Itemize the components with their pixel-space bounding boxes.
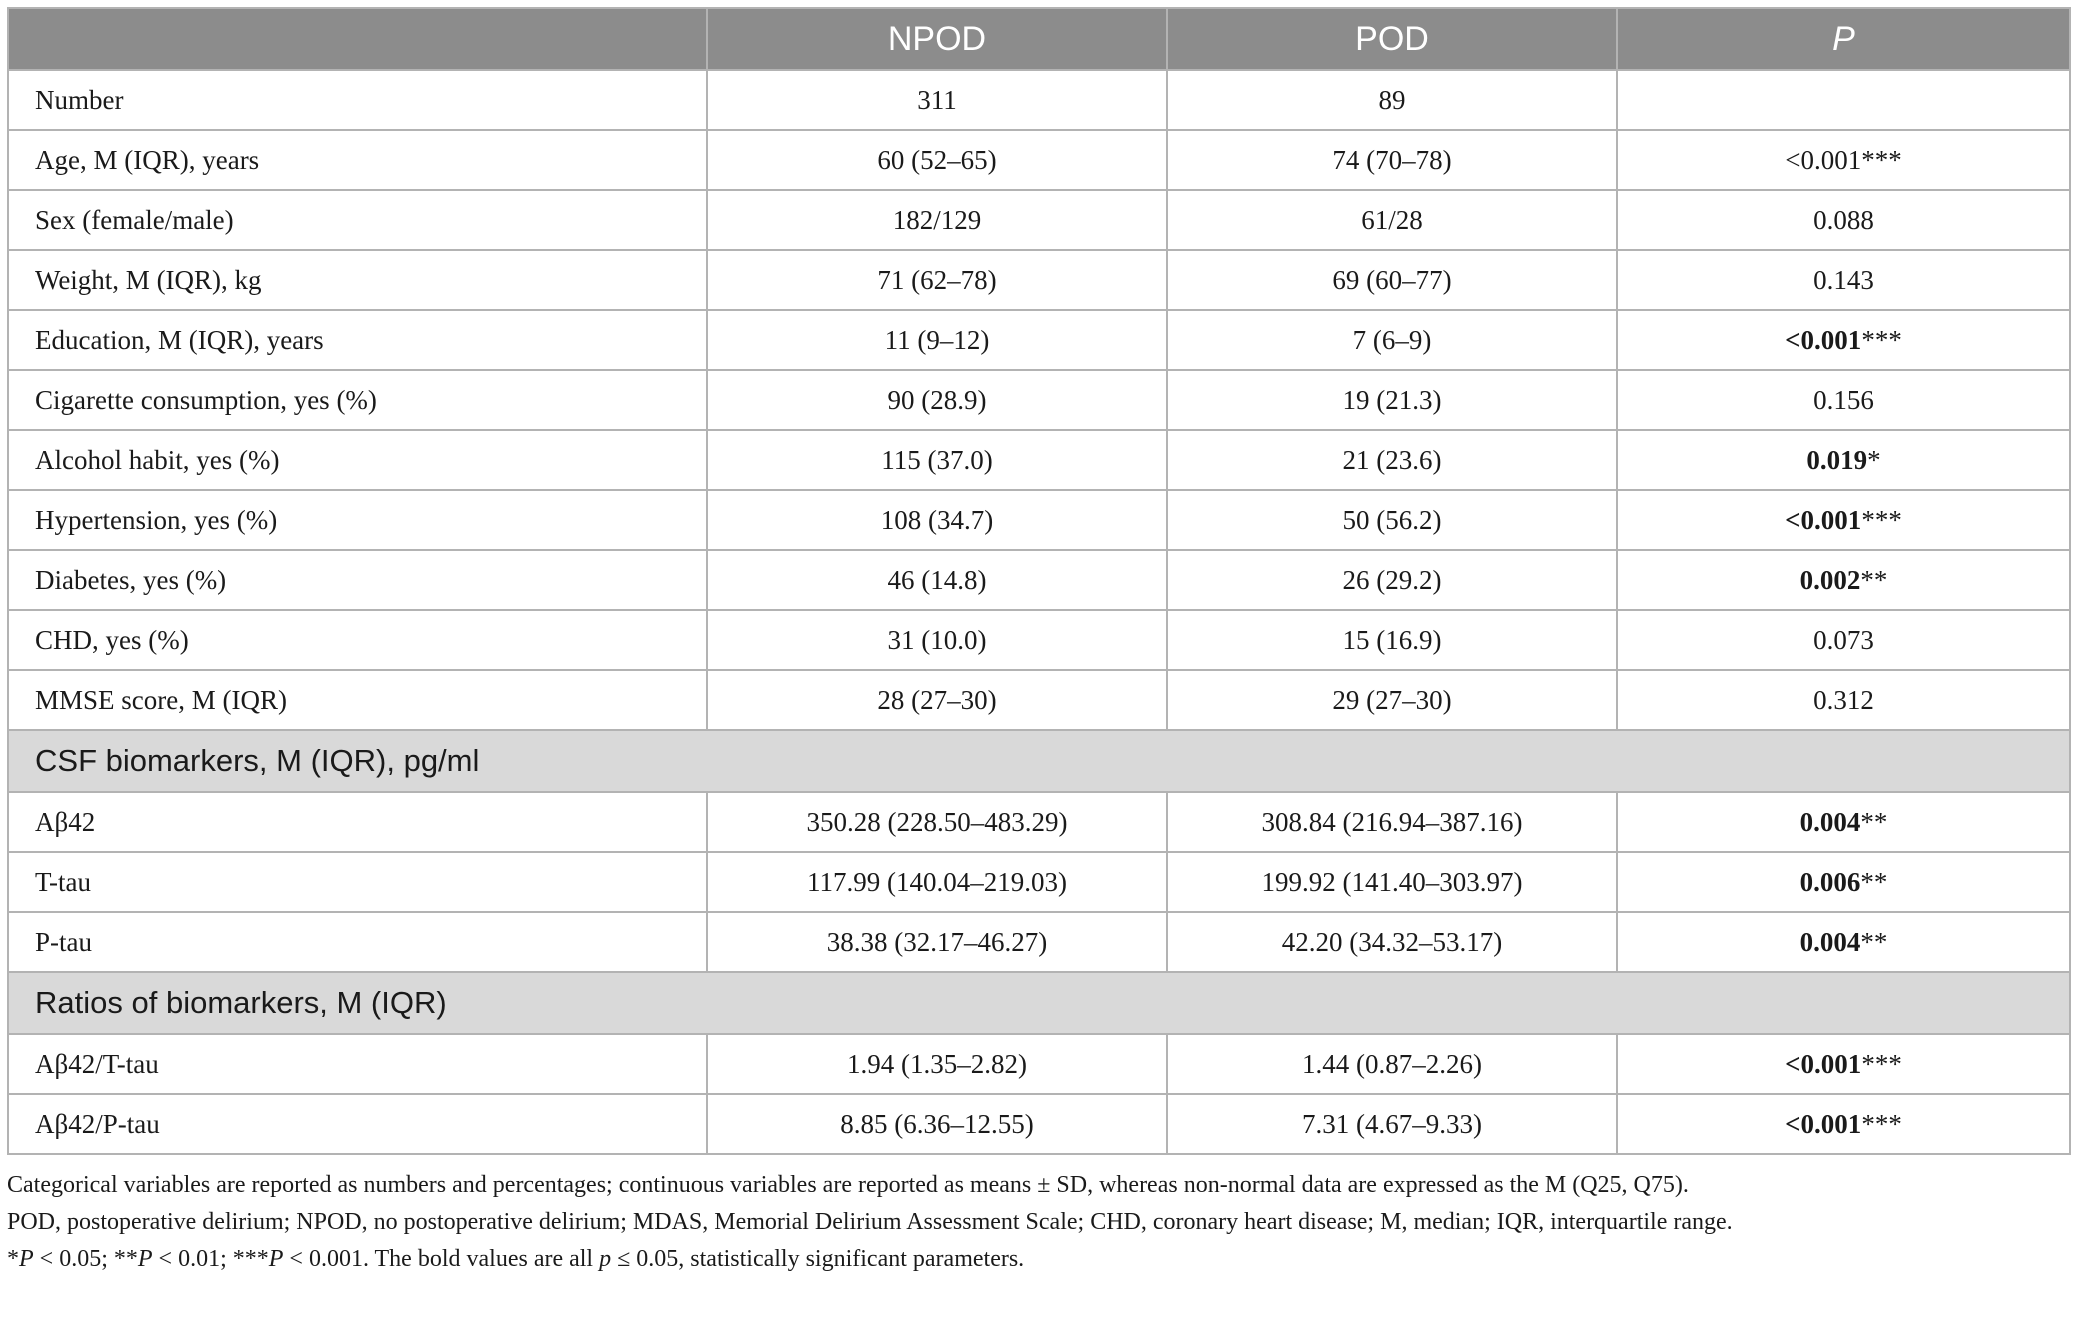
significance-stars: ** — [1860, 926, 1888, 957]
npod-value: 115 (37.0) — [707, 430, 1167, 490]
section-heading: CSF biomarkers, M (IQR), pg/ml — [8, 730, 2070, 792]
document — [7, 7, 2069, 1278]
significance-stars: *** — [1861, 1048, 1902, 1079]
npod-value: 11 (9–12) — [707, 310, 1167, 370]
p-value-cell — [1617, 250, 2070, 310]
pod-value: 7 (6–9) — [1167, 310, 1617, 370]
section-heading: Ratios of biomarkers, M (IQR) — [8, 972, 2070, 1034]
p-value: 0.088 — [1813, 204, 1874, 235]
header-pod: POD — [1167, 8, 1617, 70]
pod-value: 89 — [1167, 70, 1617, 130]
pod-value: 199.92 (141.40–303.97) — [1167, 852, 1617, 912]
pod-value: 29 (27–30) — [1167, 670, 1617, 730]
row-label: P-tau — [8, 912, 707, 972]
significance-stars: *** — [1861, 504, 1902, 535]
footnote-significance: *P < 0.05; **P < 0.01; ***P < 0.001. The bold values are all p ≤ 0.05, statistically significant parameters. — [7, 1246, 1025, 1272]
p-value-cell — [1617, 912, 2070, 972]
table-row — [8, 792, 2070, 852]
significance-stars: *** — [1861, 324, 1902, 355]
row-label: Aβ42/P-tau — [8, 1094, 707, 1154]
table-row — [8, 190, 2070, 250]
p-value: 0.073 — [1813, 624, 1874, 655]
row-label: Diabetes, yes (%) — [8, 550, 707, 610]
row-label: Aβ42 — [8, 792, 707, 852]
pod-value: 61/28 — [1167, 190, 1617, 250]
npod-value: 182/129 — [707, 190, 1167, 250]
pod-value: 69 (60–77) — [1167, 250, 1617, 310]
table-row — [8, 130, 2070, 190]
p-value-cell — [1617, 70, 2070, 130]
pod-value: 50 (56.2) — [1167, 490, 1617, 550]
p-value-cell — [1617, 610, 2070, 670]
pod-value: 19 (21.3) — [1167, 370, 1617, 430]
footnote-abbreviation-def: Categorical variables are reported as numbers and percentages; continuous variables are reported as means ± SD, whereas non-normal data are expressed as the M (Q25, Q75). — [7, 1172, 1689, 1198]
p-value: 0.002 — [1799, 564, 1861, 595]
p-value-cell — [1617, 670, 2070, 730]
row-label: Weight, M (IQR), kg — [8, 250, 707, 310]
table-row — [8, 310, 2070, 370]
header-row — [8, 8, 2070, 70]
pod-value: 74 (70–78) — [1167, 130, 1617, 190]
pod-value: 26 (29.2) — [1167, 550, 1617, 610]
p-value-cell — [1617, 190, 2070, 250]
pod-value: 21 (23.6) — [1167, 430, 1617, 490]
p-value-cell — [1617, 852, 2070, 912]
section-row — [8, 972, 2070, 1034]
table-row — [8, 550, 2070, 610]
p-value: <0.001 — [1785, 1108, 1862, 1139]
results-table — [7, 7, 2071, 1155]
npod-value: 71 (62–78) — [707, 250, 1167, 310]
table-row — [8, 1034, 2070, 1094]
pod-value: 42.20 (34.32–53.17) — [1167, 912, 1617, 972]
npod-value: 350.28 (228.50–483.29) — [707, 792, 1167, 852]
row-label: Sex (female/male) — [8, 190, 707, 250]
table-row — [8, 250, 2070, 310]
pod-value: 308.84 (216.94–387.16) — [1167, 792, 1617, 852]
table-row — [8, 670, 2070, 730]
npod-value: 38.38 (32.17–46.27) — [707, 912, 1167, 972]
table-row — [8, 490, 2070, 550]
section-row — [8, 730, 2070, 792]
p-value-cell — [1617, 792, 2070, 852]
row-label: CHD, yes (%) — [8, 610, 707, 670]
p-value: 0.156 — [1813, 384, 1874, 415]
p-value: <0.001 — [1785, 324, 1862, 355]
npod-value: 117.99 (140.04–219.03) — [707, 852, 1167, 912]
p-value: 0.312 — [1813, 684, 1874, 715]
pod-value: 1.44 (0.87–2.26) — [1167, 1034, 1617, 1094]
significance-stars: *** — [1861, 144, 1902, 175]
p-value-cell — [1617, 130, 2070, 190]
p-value-cell — [1617, 370, 2070, 430]
row-label: Alcohol habit, yes (%) — [8, 430, 707, 490]
table-footnotes — [7, 1167, 2069, 1278]
p-value: 0.006 — [1799, 866, 1861, 897]
table-row — [8, 370, 2070, 430]
p-value: 0.143 — [1813, 264, 1874, 295]
npod-value: 60 (52–65) — [707, 130, 1167, 190]
npod-value: 90 (28.9) — [707, 370, 1167, 430]
table-row — [8, 610, 2070, 670]
significance-stars: ** — [1860, 866, 1888, 897]
row-label: Age, M (IQR), years — [8, 130, 707, 190]
npod-value: 28 (27–30) — [707, 670, 1167, 730]
npod-value: 31 (10.0) — [707, 610, 1167, 670]
p-value-cell — [1617, 430, 2070, 490]
p-value: <0.001 — [1785, 1048, 1862, 1079]
table-row — [8, 912, 2070, 972]
row-label: Cigarette consumption, yes (%) — [8, 370, 707, 430]
table-row — [8, 852, 2070, 912]
p-value: 0.004 — [1799, 806, 1861, 837]
p-value-cell — [1617, 1094, 2070, 1154]
npod-value: 108 (34.7) — [707, 490, 1167, 550]
table-body — [8, 70, 2070, 1154]
row-label: Education, M (IQR), years — [8, 310, 707, 370]
p-value: <0.001 — [1785, 144, 1862, 175]
row-label: T-tau — [8, 852, 707, 912]
pod-value: 15 (16.9) — [1167, 610, 1617, 670]
row-label: Number — [8, 70, 707, 130]
npod-value: 311 — [707, 70, 1167, 130]
row-label: Aβ42/T-tau — [8, 1034, 707, 1094]
row-label: Hypertension, yes (%) — [8, 490, 707, 550]
p-value-cell — [1617, 490, 2070, 550]
p-value-cell — [1617, 1034, 2070, 1094]
p-value: 0.019 — [1806, 444, 1868, 475]
p-value-cell — [1617, 550, 2070, 610]
table-row — [8, 430, 2070, 490]
header-blank — [8, 8, 707, 70]
p-value: <0.001 — [1785, 504, 1862, 535]
significance-stars: ** — [1860, 806, 1888, 837]
significance-stars: *** — [1861, 1108, 1902, 1139]
row-label: MMSE score, M (IQR) — [8, 670, 707, 730]
significance-stars: ** — [1860, 564, 1888, 595]
header-npod: NPOD — [707, 8, 1167, 70]
significance-stars: * — [1867, 444, 1881, 475]
footnote-abbreviations: POD, postoperative delirium; NPOD, no postoperative delirium; MDAS, Memorial Delirium Assessment Scale; CHD, coronary heart disease; M, median; IQR, interquartile range. — [7, 1209, 1733, 1235]
npod-value: 8.85 (6.36–12.55) — [707, 1094, 1167, 1154]
npod-value: 1.94 (1.35–2.82) — [707, 1034, 1167, 1094]
header-p: P — [1617, 8, 2070, 70]
p-value-cell — [1617, 310, 2070, 370]
table-row — [8, 70, 2070, 130]
npod-value: 46 (14.8) — [707, 550, 1167, 610]
table-row — [8, 1094, 2070, 1154]
pod-value: 7.31 (4.67–9.33) — [1167, 1094, 1617, 1154]
p-value: 0.004 — [1799, 926, 1861, 957]
